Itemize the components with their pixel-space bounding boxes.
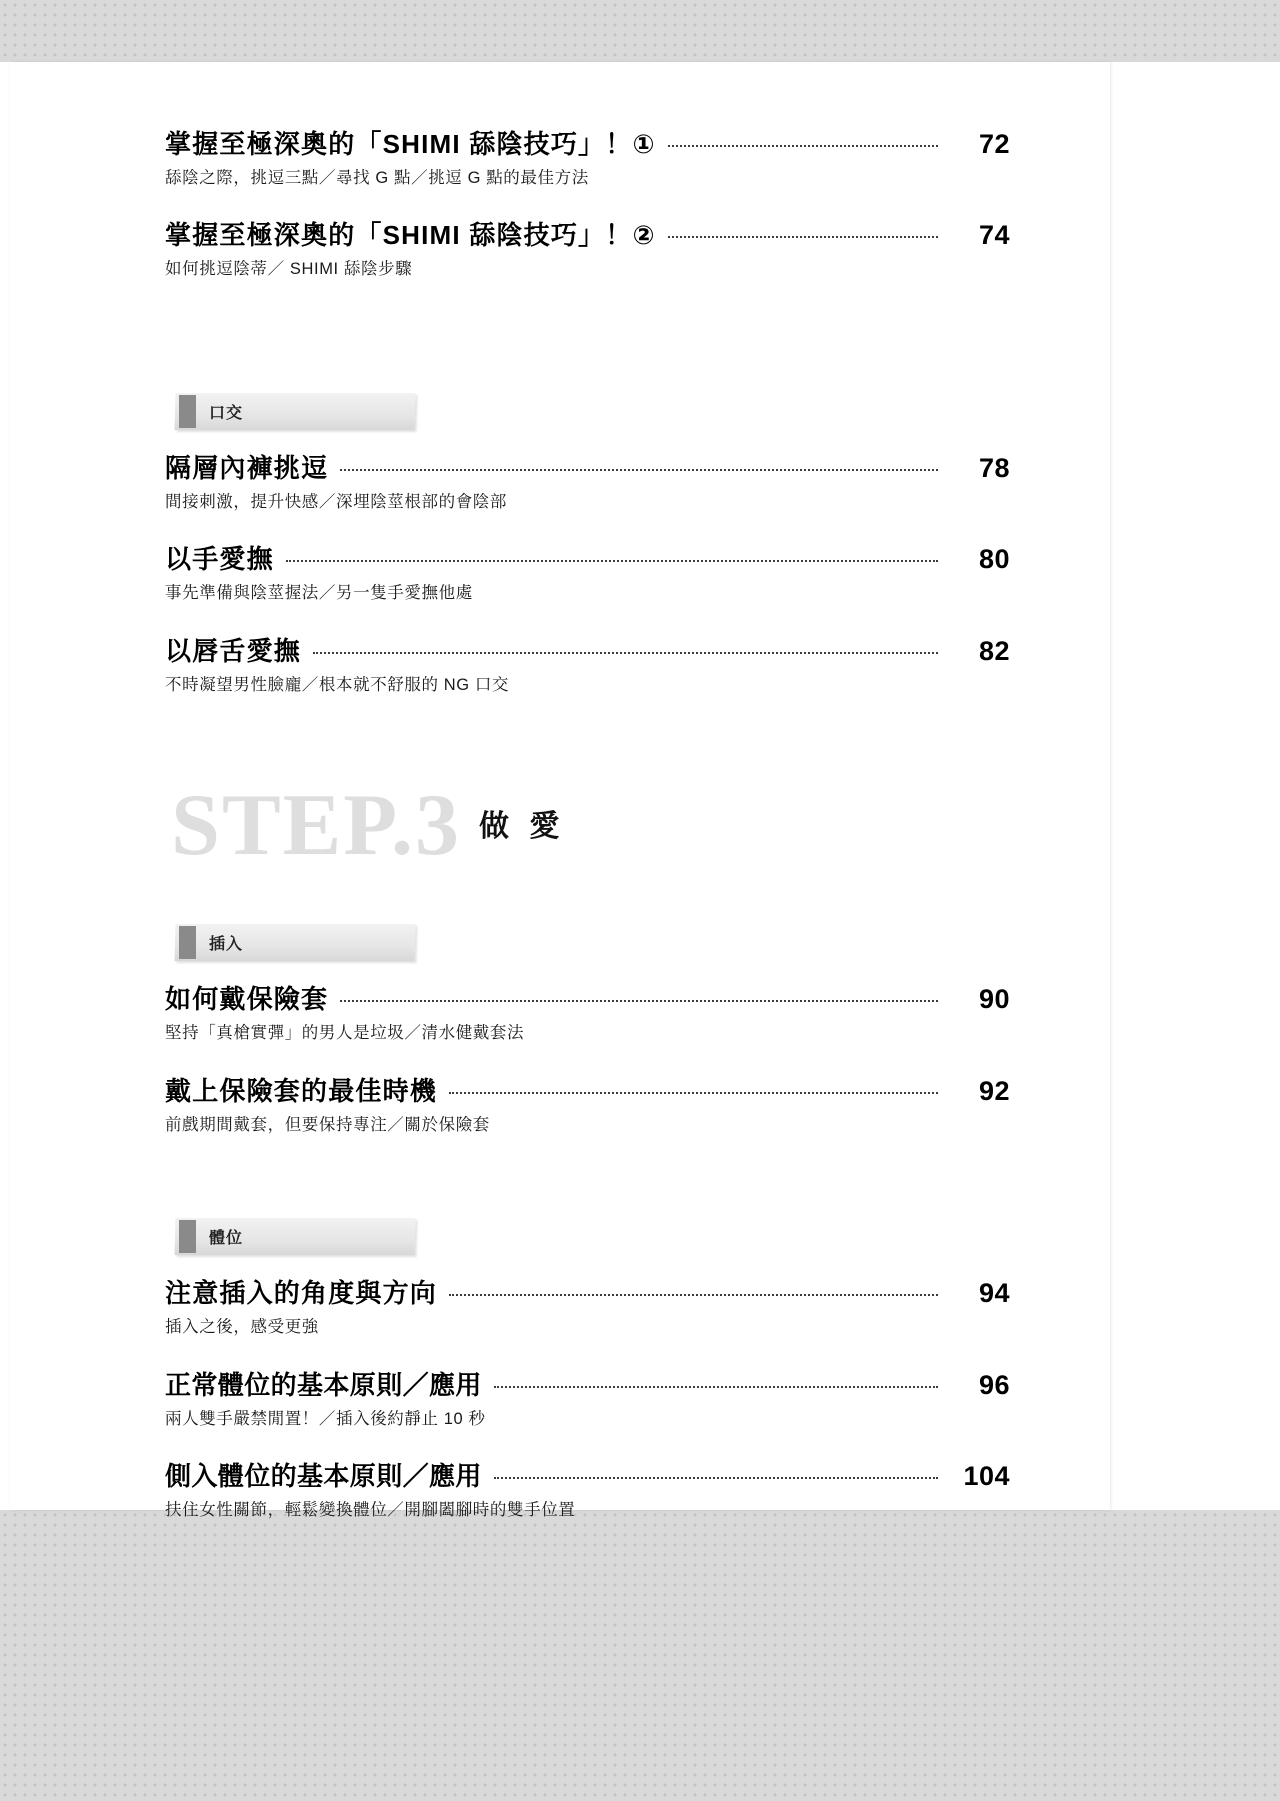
toc-entry-line <box>165 1071 1010 1108</box>
toc-entry-title: 以唇舌愛撫 <box>165 635 302 666</box>
toc-entry-title: 側入體位的基本原則／應用 <box>165 1460 482 1491</box>
toc-entry-subtitle: 兩人雙手嚴禁閒置！／插入後約靜止 10 秒 <box>165 1409 486 1428</box>
dot-leader <box>340 999 938 1002</box>
toc-entry-line <box>165 448 1010 485</box>
decorative-band-top <box>0 0 1280 62</box>
section-tab-label: 體位 <box>209 1230 244 1248</box>
dot-leader <box>449 1091 938 1094</box>
spacer <box>165 307 1010 393</box>
toc-entry-line <box>165 539 1010 576</box>
decorative-band-bottom <box>0 1510 1280 1801</box>
toc-entry-page: 80 <box>978 544 1010 575</box>
toc-entry[interactable] <box>165 631 1010 696</box>
step-word: STEP.3 <box>171 777 462 875</box>
toc-entry-title: 注意插入的角度與方向 <box>165 1278 438 1309</box>
dot-leader <box>668 235 938 238</box>
toc-entry-subtitle: 不時凝望男性臉龐／根本就不舒服的 NG 口交 <box>165 675 510 694</box>
step-label: 做 愛 <box>479 810 566 844</box>
toc-entry-subtitle: 如何挑逗陰蒂／ SHIMI 舔陰步驟 <box>165 260 413 279</box>
toc-entry-title: 正常體位的基本原則／應用 <box>165 1369 482 1400</box>
toc-entry-title: 掌握至極深奧的「SHIMI 舔陰技巧」！② <box>165 220 656 251</box>
toc-entry[interactable] <box>165 448 1010 513</box>
toc-entry-page: 96 <box>978 1369 1010 1400</box>
toc-entry-subtitle: 舔陰之際，挑逗三點／尋找 G 點／挑逗 G 點的最佳方法 <box>165 169 589 187</box>
toc-entry-page: 82 <box>978 635 1010 666</box>
dot-leader <box>340 468 938 471</box>
dot-leader <box>449 1293 938 1296</box>
toc-entry-line <box>165 979 1010 1016</box>
toc-entry-line <box>165 631 1010 668</box>
tab-marker <box>179 926 196 959</box>
toc-entry-page: 94 <box>978 1278 1010 1309</box>
tab-marker <box>179 1220 196 1253</box>
section-tab-position <box>175 1218 415 1255</box>
toc-entry-page: 104 <box>963 1460 1010 1491</box>
toc-entry-subtitle: 扶住女性關節，輕鬆變換體位／開腳闔腳時的雙手位置 <box>165 1500 576 1519</box>
toc-entry[interactable] <box>165 1273 1010 1338</box>
spacer <box>165 1162 1010 1218</box>
toc-content <box>165 62 1010 1531</box>
toc-entry-line <box>165 1273 1010 1310</box>
dot-leader <box>313 651 938 654</box>
toc-entry[interactable] <box>165 215 1010 280</box>
dot-leader <box>494 1385 938 1388</box>
toc-entry[interactable] <box>165 1456 1010 1521</box>
page-sheet <box>10 62 1110 1519</box>
toc-entry-page: 72 <box>978 129 1010 159</box>
toc-entry-line <box>165 124 1010 161</box>
toc-entry-subtitle: 堅持「真槍實彈」的男人是垃圾／清水健戴套法 <box>165 1024 525 1043</box>
toc-entry-subtitle: 前戲期間戴套，但要保持專注／關於保險套 <box>165 1115 490 1134</box>
spacer <box>165 894 1010 924</box>
section-tab-oral <box>175 393 415 430</box>
dot-leader <box>494 1476 938 1479</box>
toc-entry-page: 90 <box>978 984 1010 1015</box>
toc-entry-line <box>165 215 1010 252</box>
toc-entry-subtitle: 事先準備與陰莖握法／另一隻手愛撫他處 <box>165 584 473 603</box>
toc-entry-subtitle: 插入之後，感受更強 <box>165 1318 319 1337</box>
toc-entry-title: 如何戴保險套 <box>165 984 329 1015</box>
toc-entry[interactable] <box>165 1071 1010 1136</box>
toc-entry-subtitle: 間接刺激，提升快感／深埋陰莖根部的會陰部 <box>165 492 507 511</box>
dot-leader <box>286 559 938 562</box>
step-heading <box>165 766 1010 886</box>
section-tab-insertion <box>175 924 415 961</box>
toc-entry-line <box>165 1456 1010 1493</box>
toc-entry[interactable] <box>165 1365 1010 1430</box>
section-tab-label: 插入 <box>209 936 244 954</box>
toc-entry-line <box>165 1365 1010 1402</box>
toc-entry-page: 92 <box>978 1075 1010 1106</box>
toc-entry-title: 掌握至極深奧的「SHIMI 舔陰技巧」！① <box>165 129 656 159</box>
toc-entry-page: 78 <box>978 452 1010 483</box>
tab-marker <box>179 395 196 428</box>
toc-entry[interactable] <box>165 979 1010 1044</box>
toc-entry[interactable] <box>165 539 1010 604</box>
toc-entry-title: 隔層內褲挑逗 <box>165 452 329 483</box>
dot-leader <box>668 144 938 147</box>
toc-entry-page: 74 <box>978 220 1010 251</box>
section-tab-label: 口交 <box>209 404 244 422</box>
toc-entry-title: 戴上保險套的最佳時機 <box>165 1075 438 1106</box>
toc-entry[interactable] <box>165 124 1010 189</box>
toc-entry-title: 以手愛撫 <box>165 544 274 575</box>
